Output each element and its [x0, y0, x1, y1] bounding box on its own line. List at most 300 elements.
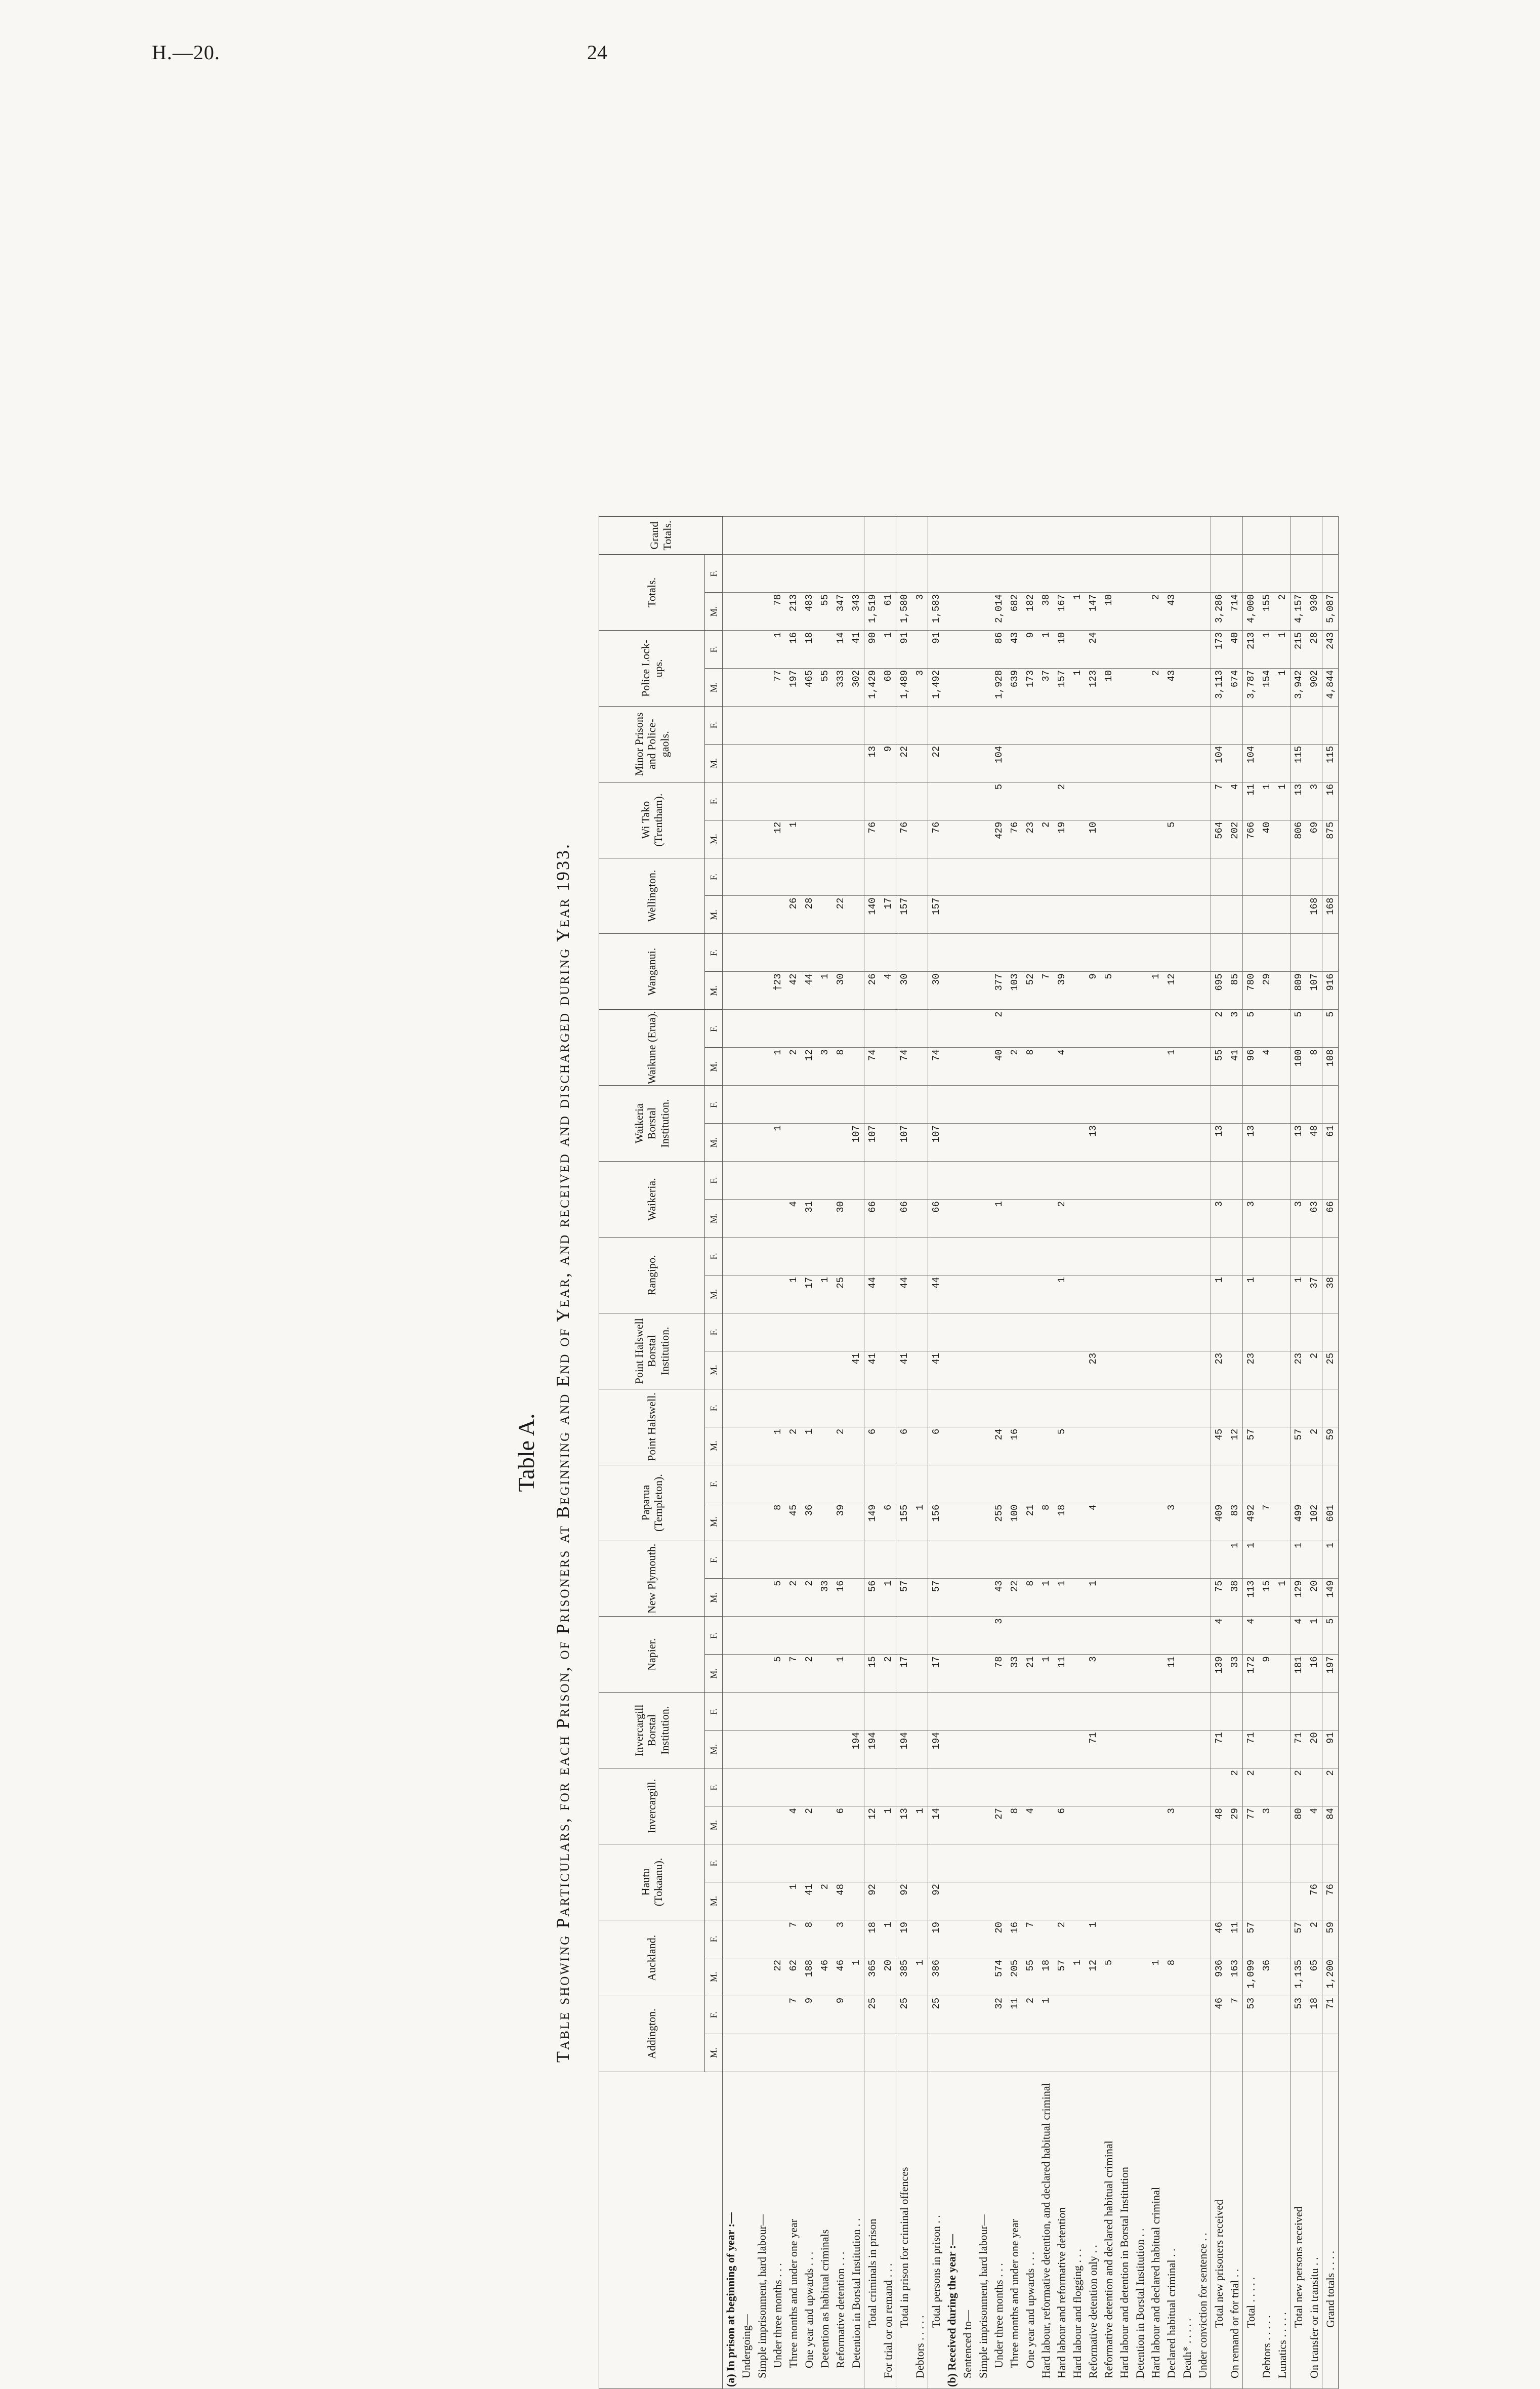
table-cell: 85: [1227, 972, 1243, 1010]
table-cell: [960, 1731, 975, 1768]
table-row: [1101, 517, 1116, 2389]
table-cell: [833, 1086, 848, 1124]
table-cell: [785, 1693, 801, 1731]
table-cell: 66: [928, 1200, 944, 1238]
table-cell: [1116, 668, 1132, 706]
table-cell: [1069, 820, 1085, 858]
table-cell: [785, 517, 801, 555]
table-cell: [1163, 1351, 1179, 1389]
table-cell: [1069, 858, 1085, 896]
table-cell: [975, 1920, 991, 1958]
table-cell: 14: [833, 630, 848, 668]
table-cell: [1101, 1693, 1116, 1731]
table-cell: [1322, 1465, 1339, 1503]
table-cell: 41: [848, 1351, 864, 1389]
table-cell: 574: [991, 1958, 1007, 1996]
table-cell: [1054, 555, 1069, 593]
table-cell: 78: [991, 1655, 1007, 1693]
table-cell: [1306, 1768, 1322, 1806]
table-cell: [848, 1844, 864, 1882]
table-caption: Table showing Particulars, for each Prison, of Prisoners at Beginning and End of Year, and received and discharged during Year 1933.: [553, 843, 573, 2063]
table-cell: 57: [1243, 1920, 1259, 1958]
row-label: Detention as habitual criminals: [817, 2072, 833, 2388]
table-cell: [1211, 1237, 1227, 1275]
column-header: Point Halswell.: [599, 1389, 705, 1465]
table-cell: [738, 1882, 754, 1920]
table-cell: [1116, 555, 1132, 593]
table-cell: 18: [1306, 1996, 1322, 2034]
table-cell: 4,157: [1291, 592, 1307, 630]
table-cell: [1132, 1655, 1148, 1693]
table-cell: [1163, 858, 1179, 896]
table-cell: [738, 1313, 754, 1351]
table-cell: [1306, 1465, 1322, 1503]
page-header: [152, 40, 1012, 71]
table-cell: [723, 517, 739, 555]
table-cell: 157: [928, 896, 944, 934]
table-cell: [723, 1048, 739, 1086]
table-cell: [975, 1124, 991, 1162]
table-cell: 30: [833, 1200, 848, 1238]
table-row: [833, 517, 848, 2389]
table-cell: 18: [1038, 1958, 1054, 1996]
table-cell: 17: [928, 1655, 944, 1693]
table-cell: [1101, 1313, 1116, 1351]
table-cell: [1022, 1086, 1038, 1124]
table-cell: [1179, 972, 1195, 1010]
table-cell: [1069, 1503, 1085, 1541]
table-cell: 39: [1054, 972, 1069, 1010]
table-cell: [1227, 555, 1243, 593]
table-cell: 103: [1007, 972, 1022, 1010]
table-cell: [1163, 1427, 1179, 1465]
table-cell: [960, 1958, 975, 1996]
table-cell: [1085, 782, 1101, 820]
table-cell: 3: [1306, 782, 1322, 820]
column-header: Napier.: [599, 1617, 705, 1693]
table-cell: 9: [833, 1996, 848, 2034]
table-cell: 492: [1243, 1503, 1259, 1541]
female-subheader: F.: [705, 858, 723, 896]
table-cell: 6: [833, 1806, 848, 1844]
table-cell: [944, 858, 960, 896]
table-cell: 465: [801, 668, 817, 706]
table-cell: [944, 1048, 960, 1086]
table-cell: [912, 1617, 928, 1655]
table-cell: [1101, 1541, 1116, 1579]
table-cell: [1116, 592, 1132, 630]
table-cell: [738, 1996, 754, 2034]
table-cell: [1274, 1124, 1291, 1162]
table-cell: [1179, 517, 1195, 555]
table-cell: [1179, 1806, 1195, 1844]
table-cell: 3: [1227, 1010, 1243, 1048]
table-cell: 149: [864, 1503, 881, 1541]
table-cell: [880, 706, 896, 744]
table-cell: [1163, 1768, 1179, 1806]
table-cell: [880, 1693, 896, 1731]
table-cell: [1054, 1465, 1069, 1503]
male-subheader: M.: [705, 1579, 723, 1617]
table-cell: 107: [896, 1124, 912, 1162]
table-cell: [1101, 1200, 1116, 1238]
table-cell: [1116, 1579, 1132, 1617]
row-label: Undergoing—: [738, 2072, 754, 2388]
table-cell: 6: [928, 1427, 944, 1465]
table-cell: [723, 744, 739, 782]
table-cell: 63: [1306, 1200, 1322, 1238]
table-cell: [738, 1503, 754, 1541]
table-cell: [1069, 1086, 1085, 1124]
table-cell: [1069, 1806, 1085, 1844]
table-cell: [817, 1541, 833, 1579]
table-row: [1148, 517, 1163, 2389]
table-cell: [1163, 1010, 1179, 1048]
table-cell: [1069, 1465, 1085, 1503]
table-cell: [991, 1693, 1007, 1731]
table-cell: 3,787: [1243, 668, 1259, 706]
table-cell: 26: [864, 972, 881, 1010]
table-cell: [1179, 1958, 1195, 1996]
table-cell: 205: [1007, 1958, 1022, 1996]
table-cell: [833, 1162, 848, 1200]
table-cell: [833, 1617, 848, 1655]
table-cell: [975, 668, 991, 706]
table-cell: 9: [801, 1996, 817, 2034]
table-cell: 46: [833, 1958, 848, 1996]
table-cell: [1132, 1731, 1148, 1768]
table-cell: [1195, 706, 1211, 744]
table-cell: [1211, 1086, 1227, 1124]
table-cell: [1038, 1731, 1054, 1768]
table-cell: 61: [880, 592, 896, 630]
table-cell: 9: [1022, 630, 1038, 668]
table-cell: [1007, 934, 1022, 972]
table-cell: [1211, 1693, 1227, 1731]
table-cell: 4: [1022, 1806, 1038, 1844]
table-cell: [1085, 1996, 1101, 2034]
table-cell: [817, 1731, 833, 1768]
table-cell: [944, 1996, 960, 2034]
table-cell: [1259, 1920, 1274, 1958]
table-cell: [960, 1768, 975, 1806]
table-cell: [848, 1768, 864, 1806]
row-label: Detention in Borstal Institution . .: [1132, 2072, 1148, 2388]
table-cell: [944, 934, 960, 972]
table-cell: [880, 1237, 896, 1275]
table-cell: [1179, 1351, 1195, 1389]
table-cell: [1116, 1275, 1132, 1313]
row-label: Hard labour and flogging . . .: [1069, 2072, 1085, 2388]
table-cell: [754, 1920, 770, 1958]
table-cell: [928, 517, 944, 555]
table-cell: 7: [785, 1655, 801, 1693]
table-cell: [1179, 1693, 1195, 1731]
table-cell: [1306, 744, 1322, 782]
table-cell: 71: [1211, 1731, 1227, 1768]
table-cell: 1: [785, 1882, 801, 1920]
table-row: [975, 517, 991, 2389]
table-cell: 2: [1291, 1768, 1307, 1806]
table-cell: 1: [880, 1806, 896, 1844]
table-cell: [1132, 972, 1148, 1010]
table-cell: [944, 1427, 960, 1465]
table-cell: [1243, 1389, 1259, 1427]
page-number: 24: [587, 41, 607, 64]
table-cell: 1: [1322, 1541, 1339, 1579]
table-cell: 4: [1291, 1617, 1307, 1655]
table-cell: [1259, 744, 1274, 782]
table-cell: [817, 555, 833, 593]
table-cell: 2: [1038, 820, 1054, 858]
table-cell: [1306, 934, 1322, 972]
table-cell: [723, 555, 739, 593]
male-subheader: M.: [705, 1427, 723, 1465]
table-cell: [864, 517, 881, 555]
table-cell: [754, 1010, 770, 1048]
table-cell: 92: [864, 1882, 881, 1920]
table-cell: [1179, 668, 1195, 706]
table-cell: [738, 1768, 754, 1806]
table-cell: 25: [864, 1996, 881, 2034]
table-cell: [928, 1010, 944, 1048]
table-cell: [1101, 1048, 1116, 1086]
table-cell: 33: [1227, 1655, 1243, 1693]
table-cell: 12: [864, 1806, 881, 1844]
table-cell: [1274, 1389, 1291, 1427]
table-cell: [880, 1844, 896, 1882]
table-cell: [1243, 1162, 1259, 1200]
table-cell: [723, 1275, 739, 1313]
table-cell: [975, 1237, 991, 1275]
table-cell: [991, 1389, 1007, 1427]
table-cell: [723, 668, 739, 706]
table-cell: 26: [785, 896, 801, 934]
table-cell: 10: [1054, 630, 1069, 668]
table-cell: 113: [1243, 1579, 1259, 1617]
table-cell: 13: [1085, 1124, 1101, 1162]
table-cell: [944, 820, 960, 858]
table-cell: [770, 1086, 785, 1124]
table-cell: [1274, 1693, 1291, 1731]
table-cell: 11: [1054, 1655, 1069, 1693]
table-cell: 2: [1274, 592, 1291, 630]
table-cell: [1227, 1313, 1243, 1351]
table-cell: [1243, 1844, 1259, 1882]
table-cell: [880, 1427, 896, 1465]
table-cell: [1274, 1503, 1291, 1541]
table-cell: 13: [1211, 1124, 1227, 1162]
table-cell: [1148, 517, 1163, 555]
table-cell: 77: [770, 668, 785, 706]
female-subheader: F.: [705, 1086, 723, 1124]
row-label: Total new persons received: [1291, 2072, 1307, 2388]
table-cell: 9: [1085, 972, 1101, 1010]
table-cell: [1116, 630, 1132, 668]
table-cell: [975, 2034, 991, 2072]
table-cell: [1306, 555, 1322, 593]
table-cell: 149: [1322, 1579, 1339, 1617]
table-cell: [817, 1200, 833, 1238]
table-cell: [1007, 1882, 1022, 1920]
table-cell: [770, 1162, 785, 1200]
table-cell: [1038, 1351, 1054, 1389]
table-cell: [880, 1162, 896, 1200]
table-cell: [1274, 1010, 1291, 1048]
table-cell: [1069, 1579, 1085, 1617]
table-cell: [912, 1275, 928, 1313]
table-cell: [1148, 1351, 1163, 1389]
table-cell: [738, 1162, 754, 1200]
table-cell: [975, 1806, 991, 1844]
table-cell: [864, 782, 881, 820]
table-row: [1038, 517, 1054, 2389]
table-cell: 6: [864, 1427, 881, 1465]
table-cell: [1085, 1162, 1101, 1200]
table-cell: [1054, 858, 1069, 896]
table-cell: [1259, 1389, 1274, 1427]
table-cell: 3: [912, 592, 928, 630]
table-cell: [1163, 1275, 1179, 1313]
male-subheader: M.: [705, 668, 723, 706]
table-cell: [944, 2034, 960, 2072]
table-cell: [1322, 934, 1339, 972]
table-cell: 41: [801, 1882, 817, 1920]
table-cell: [848, 782, 864, 820]
table-cell: [944, 1731, 960, 1768]
table-cell: [912, 896, 928, 934]
table-cell: [1022, 1389, 1038, 1427]
row-label: Reformative detention and declared habitual criminal: [1101, 2072, 1116, 2388]
table-cell: [1101, 1655, 1116, 1693]
table-cell: 12: [1227, 1427, 1243, 1465]
table-cell: [1069, 1541, 1085, 1579]
table-cell: [975, 858, 991, 896]
table-cell: [975, 706, 991, 744]
table-cell: [1148, 1465, 1163, 1503]
table-cell: [848, 896, 864, 934]
table-cell: 74: [896, 1048, 912, 1086]
table-cell: [817, 517, 833, 555]
table-cell: 32: [991, 1996, 1007, 2034]
table-cell: 59: [1322, 1427, 1339, 1465]
table-cell: 41: [864, 1351, 881, 1389]
table-cell: [1148, 1617, 1163, 1655]
table-cell: [1211, 517, 1227, 555]
table-cell: [991, 1086, 1007, 1124]
male-subheader: M.: [705, 896, 723, 934]
table-cell: [1022, 1200, 1038, 1238]
table-cell: [1022, 1351, 1038, 1389]
table-cell: [1038, 1768, 1054, 1806]
table-cell: [1069, 1048, 1085, 1086]
table-cell: 2: [801, 1806, 817, 1844]
table-row: [960, 517, 975, 2389]
row-label: Three months and under one year: [1007, 2072, 1022, 2388]
table-cell: [1116, 744, 1132, 782]
table-cell: [1007, 896, 1022, 934]
table-cell: [1195, 1731, 1211, 1768]
table-cell: [1322, 555, 1339, 593]
table-cell: [1163, 1086, 1179, 1124]
table-cell: [833, 1351, 848, 1389]
table-cell: [738, 1351, 754, 1389]
table-cell: 7: [1227, 1996, 1243, 2034]
table-cell: 25: [1322, 1351, 1339, 1389]
table-cell: [1227, 1162, 1243, 1200]
table-cell: [928, 934, 944, 972]
table-cell: [1259, 1427, 1274, 1465]
table-cell: [896, 858, 912, 896]
table-cell: [1148, 1200, 1163, 1238]
table-cell: [801, 934, 817, 972]
table-cell: 66: [864, 1200, 881, 1238]
table-cell: [960, 1844, 975, 1882]
table-cell: [738, 972, 754, 1010]
table-cell: 42: [785, 972, 801, 1010]
table-cell: [1022, 1465, 1038, 1503]
table-cell: [1195, 934, 1211, 972]
table-cell: [928, 1693, 944, 1731]
table-cell: [1101, 1579, 1116, 1617]
table-cell: [1054, 1882, 1069, 1920]
table-cell: [1243, 1465, 1259, 1503]
table-cell: [975, 1996, 991, 2034]
table-cell: 1: [770, 630, 785, 668]
table-cell: [1069, 555, 1085, 593]
table-cell: [1148, 1086, 1163, 1124]
table-cell: [1007, 517, 1022, 555]
table-cell: [785, 744, 801, 782]
table-cell: [944, 1655, 960, 1693]
table-cell: 30: [833, 972, 848, 1010]
table-cell: [1132, 1010, 1148, 1048]
table-cell: [848, 1237, 864, 1275]
table-cell: [848, 1996, 864, 2034]
male-subheader: M.: [705, 1731, 723, 1768]
table-cell: [912, 517, 928, 555]
table-cell: [770, 1313, 785, 1351]
table-cell: [723, 1313, 739, 1351]
table-cell: [770, 1996, 785, 2034]
table-cell: 12: [770, 820, 785, 858]
table-cell: [944, 1503, 960, 1541]
table-cell: [1163, 517, 1179, 555]
table-cell: 182: [1022, 592, 1038, 630]
table-cell: [880, 1465, 896, 1503]
table-cell: [975, 1465, 991, 1503]
table-cell: [912, 1086, 928, 1124]
table-cell: [833, 555, 848, 593]
table-cell: [1148, 2034, 1163, 2072]
table-cell: [723, 972, 739, 1010]
table-cell: [960, 1162, 975, 1200]
table-cell: 2,014: [991, 592, 1007, 630]
table-cell: [848, 1427, 864, 1465]
table-cell: [896, 1465, 912, 1503]
table-cell: 43: [1163, 592, 1179, 630]
table-cell: 29: [1227, 1806, 1243, 1844]
male-subheader: M.: [705, 1503, 723, 1541]
table-cell: [880, 1541, 896, 1579]
table-cell: [723, 1200, 739, 1238]
table-row: [1132, 517, 1148, 2389]
table-cell: [754, 1617, 770, 1655]
row-label: Declared habitual criminal . .: [1163, 2072, 1179, 2388]
table-cell: 11: [1163, 1655, 1179, 1693]
table-cell: [770, 1275, 785, 1313]
table-cell: [912, 1351, 928, 1389]
